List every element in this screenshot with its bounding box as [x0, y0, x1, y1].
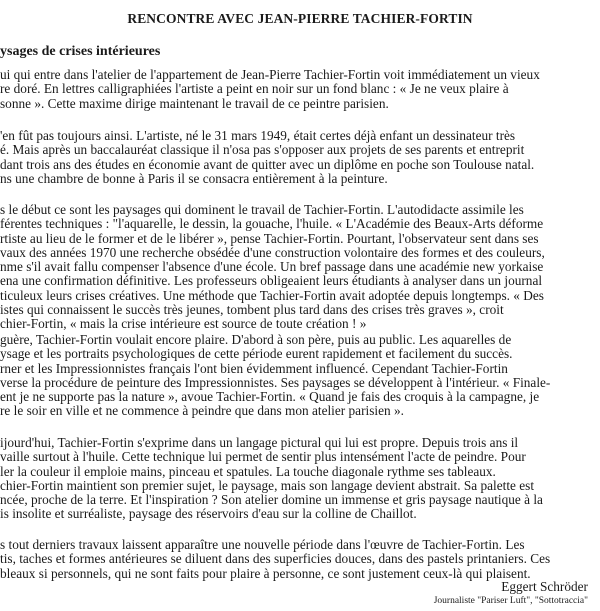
text-line: ui qui entre dans l'atelier de l'appartement de Jean-Pierre Tachier-Fortin voit immédiatement un vieux: [0, 68, 540, 82]
paragraph-1: [0, 68, 600, 111]
text-line: verse la procédure de peinture des Impressionnistes. Ses paysages se développent à l'intérieur. « Finale-: [0, 375, 551, 390]
article-title: RENCONTRE AVEC JEAN-PIERRE TACHIER-FORTIN: [127, 11, 473, 26]
text-line: bleaux si personnels, qui ne sont faits pour plaire à personne, ce sont justement ceux-là qui plaisent.: [0, 566, 531, 581]
text-line: ijourd'hui, Tachier-Fortin s'exprime dans un langage pictural qui lui est propre. Depuis trois ans il: [0, 436, 519, 450]
author-role: Journaliste "Pariser Luft", "Sottotraccia": [433, 596, 588, 606]
text-line: rner et les Impressionnistes français l'ont bien évidemment influencé. Cependant Tachier-Fortin: [0, 361, 508, 376]
text-line: chier-Fortin, « mais la crise intérieure est source de toute création ! »: [0, 317, 367, 332]
text-line: férentes techniques : "l'aquarelle, le dessin, la gouache, l'huile. « L'Académie des Beaux-Arts déforme: [0, 217, 544, 232]
paragraph-6: [0, 538, 600, 581]
text-line: ler la couleur il emploie mains, pinceau et spatules. La touche diagonale rythme ses tableaux.: [0, 464, 496, 479]
text-line: istes qui connaissent le succès très jeunes, tombent plus tard dans des crises très graves », croit: [0, 303, 504, 318]
text-line: ysage et les portraits psychologiques de cette période eurent rapidement et facilement du succès.: [0, 347, 513, 362]
text-line: dant trois ans des études en économie avant de quitter avec un diplôme en poche son Toulouse natal.: [0, 157, 535, 172]
text-line: vaux des années 1970 une recherche obsédée d'une construction volontaire des formes et des couleurs,: [0, 245, 545, 260]
text-line: rtiste au lieu de le former et de le libérer », pense Tachier-Fortin. Pourtant, l'observateur sent dans ses: [0, 231, 539, 246]
text-line: tis, taches et formes antérieures se diluent dans des superficies douces, dans des pastels printaniers. Ces: [0, 552, 551, 567]
text-line: ent je ne supporte pas la nature », avoue Tachier-Fortin. « Quand je fais des croquis à la campagne, je: [0, 390, 540, 405]
text-line: re le soir en ville et ne commence à peindre que dans mon atelier parisien ».: [0, 404, 404, 419]
text-line: chier-Fortin maintient son premier sujet, le paysage, mais son langage devient abstrait. Sa palette est: [0, 478, 535, 493]
author-name: Eggert Schröder: [501, 579, 588, 594]
paragraph-2: [0, 129, 600, 186]
text-line: guère, Tachier-Fortin voulait encore plaire. D'abord à son père, puis au public. Les aquarelles de: [0, 333, 512, 347]
text-line: é. Mais après un baccalauréat classique il n'osa pas s'opposer aux projets de ses parents et entreprit: [0, 143, 525, 158]
text-line: nme s'il avait fallu compenser l'absence d'une école. Un bref passage dans une académie new yorkaise: [0, 260, 544, 275]
text-line: ncée, proche de la terre. Et l'inspiration ? Son atelier domine un immense et gris paysage nautique à la: [0, 493, 543, 508]
text-line: re doré. En lettres calligraphiées l'artiste a peint en noir sur un fond blanc : « Je ne veux plaire à: [0, 82, 509, 97]
text-line: vaille surtout à l'huile. Cette technique lui permet de sentir plus intensément l'acte de peindre. Pour: [0, 450, 526, 465]
text-line: s tout derniers travaux laissent apparaître une nouvelle période dans l'œuvre de Tachier-Fortin. Les: [0, 538, 525, 552]
text-line: ns une chambre de bonne à Paris il se consacra entièrement à la peinture.: [0, 171, 388, 186]
text-line: s le début ce sont les paysages qui dominent le travail de Tachier-Fortin. L'autodidacte assimile les: [0, 203, 524, 217]
text-line: ena une confirmation définitive. Les professeurs obligeaient leurs étudiants à analyser dans un journal: [0, 274, 543, 289]
paragraph-3: [0, 203, 600, 332]
article-subtitle: ysages de crises intérieures: [0, 44, 161, 59]
paragraph-5: [0, 436, 600, 522]
text-line: 'en fût pas toujours ainsi. L'artiste, né le 31 mars 1949, était certes déjà enfant un dessinateur très: [0, 129, 516, 143]
paragraph-4: [0, 333, 600, 419]
text-line: is insolite et surréaliste, paysage des réservoirs d'eau sur la colline de Chaillot.: [0, 507, 417, 522]
text-line: ticuleux leurs crises créatives. Une méthode que Tachier-Fortin avait adoptée depuis longtemps. « Des: [0, 288, 544, 303]
text-line: sonne ». Cette maxime dirige maintenant le travail de ce peintre parisien.: [0, 96, 389, 111]
